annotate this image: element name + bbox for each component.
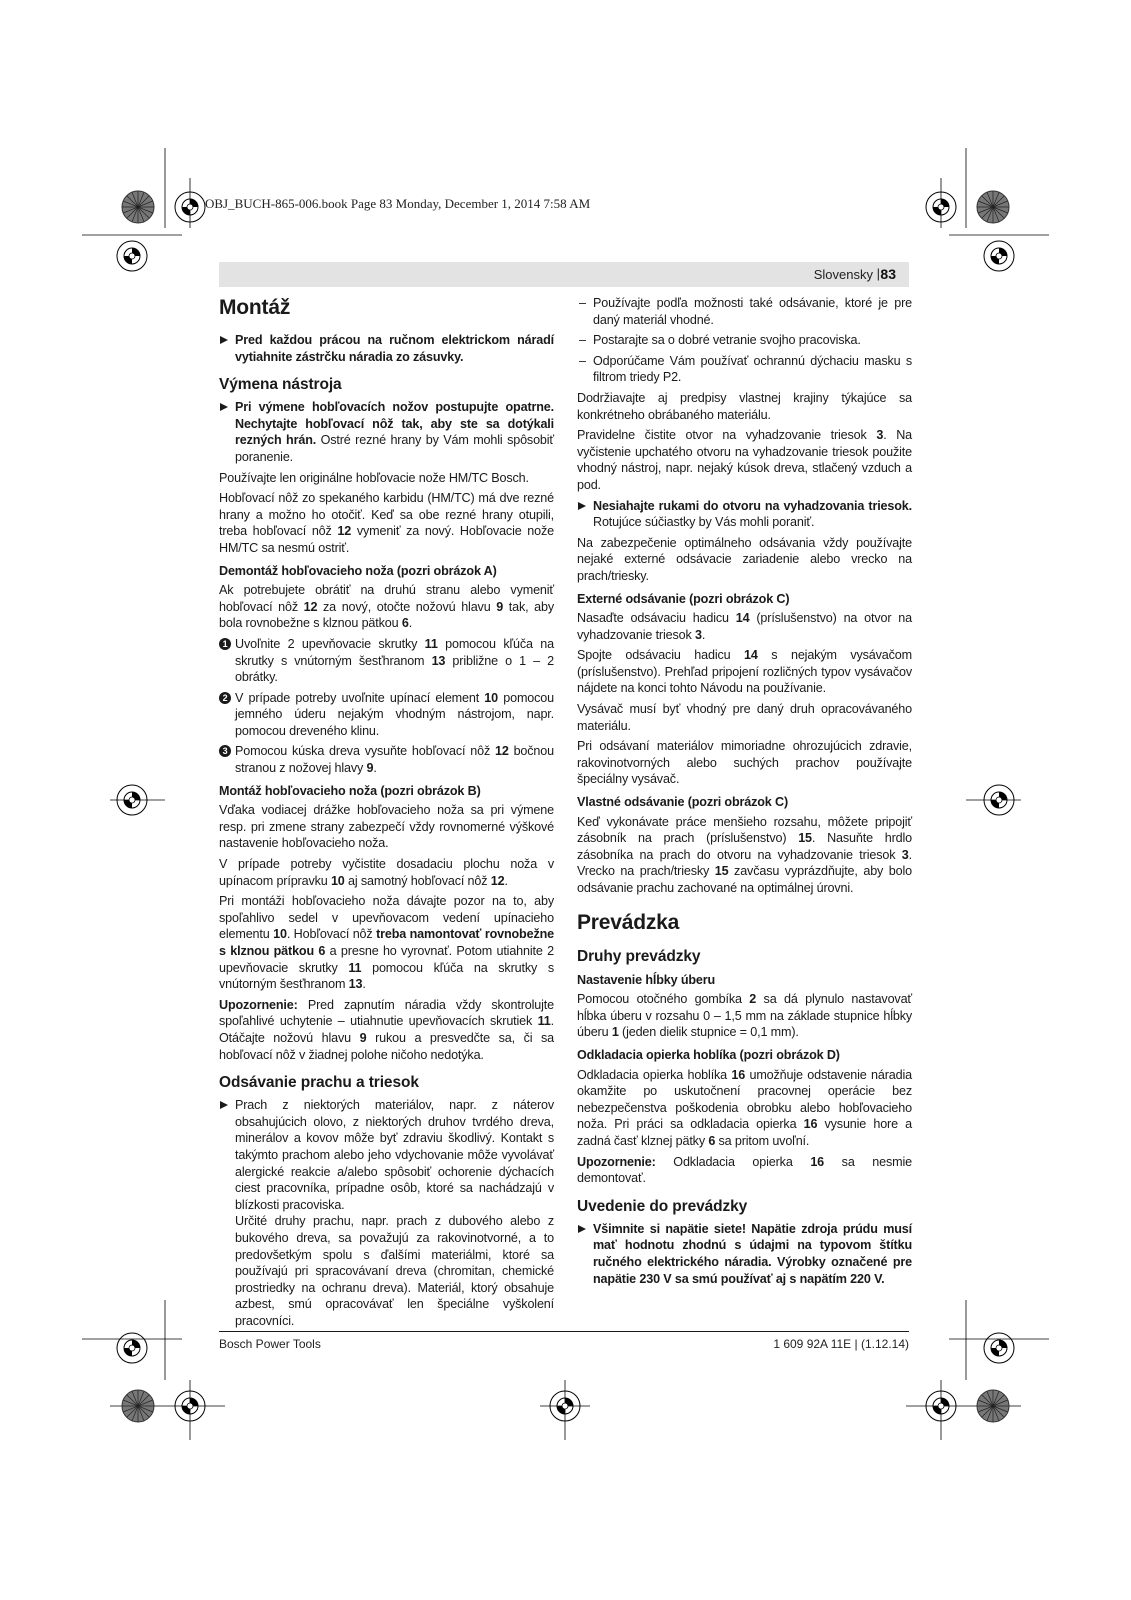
left-column (219, 292, 554, 1333)
paragraph: Pri montáži hobľovacieho noža dávajte pozor na to, aby spoľahlivo sedel v upevňovacom vedení upínacieho elementu 10. Hobľovací nôž treba namontovať rovnobežne s klznou pätkou 6 a presne ho vyrovnať. Potom utiahnite 2 upevňovacie skrutky 11 pomocou kľúča na skrutky s vnútorným šesťhranom 13. (219, 894, 554, 992)
warning-text: Pred každou prácou na ručnom elektrickom náradí vytiahnite zástrčku náradia zo zásuvky. (235, 333, 554, 364)
footer-doc-id: 1 609 92A 11E | (1.12.14) (773, 1337, 909, 1351)
heading-montaz: Montáž (219, 296, 291, 319)
step-number-icon: 2 (219, 692, 231, 704)
step-number-icon: 1 (219, 638, 231, 650)
heading-odsavanie: Odsávanie prachu a triesok (219, 1074, 419, 1092)
heading-demontaz: Demontáž hobľovacieho noža (pozri obrázok A) (219, 563, 497, 578)
heading-prevadzka: Prevádzka (577, 910, 680, 934)
paragraph: Spojte odsávaciu hadicu 14 s nejakým vysávačom (príslušenstvo). Prehľad pripojení rozličných typov vysávačov nájdete na konci tohto Návodu na používanie. (577, 648, 912, 696)
paragraph: Pomocou otočného gombíka 2 sa dá plynulo nastavovať hĺbka úberu v rozsahu 0 – 1,5 mm na základe stupnice hĺbky úberu 1 (jeden dielik stupnice = 0,1 mm). (577, 992, 912, 1040)
heading-opierka: Odkladacia opierka hoblíka (pozri obrázok D) (577, 1047, 840, 1062)
paragraph: Keď vykonávate práce menšieho rozsahu, môžete pripojiť zásobník na prach (príslušenstvo) 15. Nasuňte hrdlo zásobníka na prach do otvoru na vyhadzovanie triesok 3. Vrecko na prach/triesky 15 zavčasu vyprázdňujte, aby bolo odsávanie prachu zachované na optimálnej úrovni. (577, 814, 912, 895)
warning-dust-text-1: Prach z niektorých materiálov, napr. z náterov obsahujúcich olovo, z niektorých druhov tvrdého dreva, minerálov a kovov môže byť zdraviu škodlivý. Kontakt s takýmto prachom alebo jeho vdychovanie môže vyvolávať alergické reakcie a/alebo spôsobiť ochorenie dýchacích ciest pracovníka, prípadne osôb, ktoré sa nachádzajú v blízkosti pracoviska. (235, 1098, 554, 1212)
paragraph: Vysávač musí byť vhodný pre daný druh opracovávaného materiálu. (577, 702, 912, 733)
list-item: – Používajte podľa možnosti také odsávanie, ktoré je pre daný materiál vhodné. (579, 296, 912, 327)
warning-bold: Pri výmene hobľovacích nožov postupujte opatrne. Nechytajte hobľovací nôž tak, aby ste sa dotýkali rezných hrán. (235, 400, 554, 448)
step-3: 3 Pomocou kúska dreva vysuňte hobľovací nôž 12 bočnou stranou z nožovej hlavy 9. (219, 743, 554, 776)
warning-triangle-icon (220, 403, 228, 411)
warning-rest: Ostré rezné hrany by Vám mohli spôsobiť poranenie. (235, 433, 554, 464)
paragraph: Pravidelne čistite otvor na vyhadzovanie triesok 3. Na vyčistenie upchatého otvoru na vyhadzovanie triesok použite vhodný nástroj, napr. nejaký kúsok dreva, stlačený vzduch a pod. (577, 428, 912, 492)
paragraph: Dodržiavajte aj predpisy vlastnej krajiny týkajúce sa konkrétneho obrábaného materiálu. (577, 390, 912, 422)
step-2: 2 V prípade potreby uvoľnite upínací element 10 pomocou jemného úderu nejakým vhodným nástrojom, napr. pomocou dreveného klinu. (219, 690, 554, 740)
heading-druhy: Druhy prevádzky (577, 947, 701, 965)
warning-knives (219, 399, 554, 465)
heading-vymena: Výmena nástroja (219, 376, 342, 394)
warning-hands: Nesiahajte rukami do otvoru na vyhadzovania triesok. Rotujúce súčiastky by Vás mohli poraniť. (577, 498, 912, 531)
warning-unplug (219, 332, 554, 365)
warning-triangle-icon (220, 336, 228, 344)
print-info-line: OBJ_BUCH-865-006.book Page 83 Monday, December 1, 2014 7:58 AM (205, 196, 591, 211)
page-header (219, 262, 909, 287)
warning-voltage: Všimnite si napätie siete! Napätie zdroja prúdu musí mať hodnotu zhodnú s údajmi na typovom štítku ručného elektrického náradia. Výrobky označené pre napätie 230 V sa smú používať aj s napätím 220 V. (577, 1221, 912, 1287)
warning-triangle-icon (220, 1101, 228, 1109)
paragraph: Používajte len originálne hobľovacie nože HM/TC Bosch. (219, 470, 529, 485)
heading-externe: Externé odsávanie (pozri obrázok C) (577, 591, 790, 606)
heading-montaz-noza: Montáž hobľovacieho noža (pozri obrázok B) (219, 783, 481, 798)
paragraph: Na zabezpečenie optimálneho odsávania vždy používajte nejaké externé odsávacie zariadenie alebo vrecko na prach/triesky. (577, 535, 912, 583)
note-paragraph: Upozornenie: Odkladacia opierka 16 sa nesmie demontovať. (577, 1154, 912, 1186)
paragraph: Ak potrebujete obrátiť na druhú stranu alebo vymeniť hobľovací nôž 12 za nový, otočte nožovú hlavu 9 tak, aby bola rovnobežne s klznou pätkou 6. (219, 583, 554, 631)
note-paragraph: Upozornenie: Pred zapnutím náradia vždy skontrolujte spoľahlivé uchytenie – utiahnutie upevňovacích skrutiek 11. Otáčajte nožovú hlavu 9 rukou a presvedčte sa, či sa hobľovací nôž v žiadnej polohe ničoho nedotýka. (219, 997, 554, 1062)
page-number: 83 (880, 266, 896, 282)
footer-rule (219, 1331, 909, 1332)
paragraph: Vďaka vodiacej drážke hobľovacieho noža sa pri výmene resp. pri zmene strany zabezpečí vždy rovnomerné výškové nastavenie hobľovacieho noža. (219, 803, 554, 851)
heading-vlastne: Vlastné odsávanie (pozri obrázok C) (577, 795, 788, 810)
list-item: – Postarajte sa o dobré vetranie svojho pracoviska. (579, 333, 861, 348)
header-language: Slovensky (813, 267, 873, 282)
warning-triangle-icon (578, 502, 586, 510)
warning-dust-text-2: Určité druhy prachu, napr. prach z dubového alebo z bukového dreva, sa považujú za rakovinotvorné, a to predovšetkým spolu s ďalšími materiálmi, ktoré sa používajú pri spracovávaní dreva (chromitan, chemické prostriedky na ochranu dreva). Materiál, ktorý obsahuje azbest, smú opracovávať len špeciálne vyškolení pracovníci. (235, 1214, 554, 1328)
step-number-icon: 3 (219, 745, 231, 757)
heading-uvedenie: Uvedenie do prevádzky (577, 1197, 748, 1215)
paragraph: Hobľovací nôž zo spekaného karbidu (HM/TC) má dve rezné hrany a možno ho otočiť. Keď sa obe rezné hrany otupili, treba hobľovací nôž 12 vymeniť za nový. Hobľovacie nože HM/TC sa nesmú ostriť. (219, 491, 555, 555)
paragraph: V prípade potreby vyčistite dosadaciu plochu noža v upínacom prípravku 10 aj samotný hobľovací nôž 12. (219, 857, 554, 888)
step-1: 1 Uvoľnite 2 upevňovacie skrutky 11 pomocou kľúča na skrutky s vnútorným šesťhranom 13 približne o 1 – 2 obrátky. (219, 636, 554, 686)
right-column (577, 295, 912, 1291)
footer-brand: Bosch Power Tools (219, 1337, 321, 1351)
heading-hlbka: Nastavenie hĺbky úberu (577, 972, 716, 987)
warning-dust (219, 1097, 554, 1329)
warning-triangle-icon (578, 1225, 586, 1233)
list-item: – Odporúčame Vám používať ochrannú dýchaciu masku s filtrom triedy P2. (579, 353, 912, 385)
paragraph: Odkladacia opierka hoblíka 16 umožňuje odstavenie náradia okamžite po uskutočnení pracovnej operácie bez nebezpečenstva poškodenia obrobku alebo hobľovacieho noža. Pri práci sa odkladacia opierka 16 vysunie hore a zadná časť klznej pätky 6 sa pritom uvoľní. (577, 1067, 912, 1148)
paragraph: Nasaďte odsávaciu hadicu 14 (príslušenstvo) na otvor na vyhadzovanie triesok 3. (577, 611, 912, 642)
header-separator: | (876, 266, 880, 281)
paragraph: Pri odsávaní materiálov mimoriadne ohrozujúcich zdravie, rakovinotvorných alebo suchých prachov používajte špeciálny vysávač. (577, 739, 912, 787)
